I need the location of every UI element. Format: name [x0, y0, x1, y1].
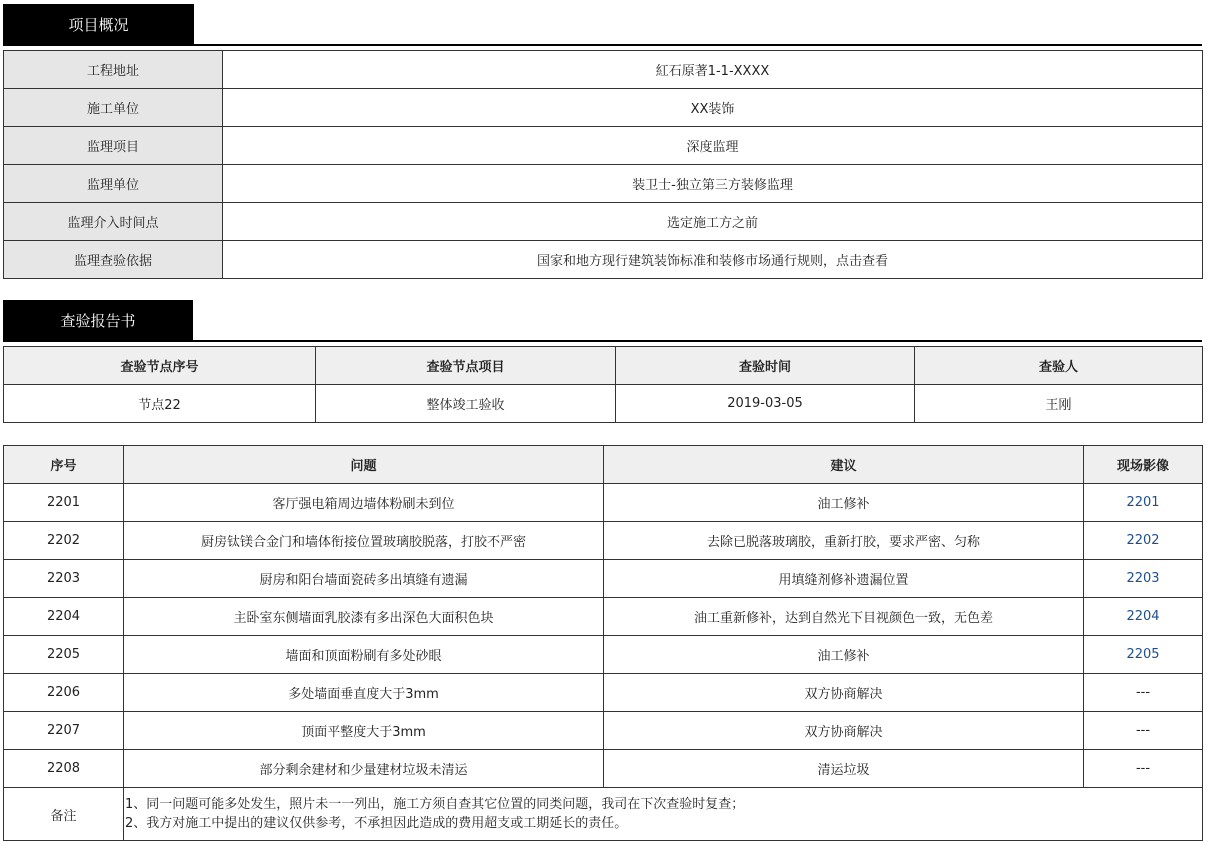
remark-line: 2、我方对施工中提出的建议仅供参考，不承担因此造成的费用超支或工期延长的责任。 — [125, 816, 628, 831]
issue-problem: 厨房钛镁合金门和墙体衔接位置玻璃胶脱落，打胶不严密 — [124, 522, 604, 560]
issues-col-no: 序号 — [4, 446, 124, 484]
table-row — [4, 636, 1203, 674]
site-image-link[interactable]: 2204 — [1084, 598, 1203, 636]
issues-col-image: 现场影像 — [1084, 446, 1203, 484]
issue-advice: 双方协商解决 — [604, 674, 1084, 712]
overview-value: 选定施工方之前 — [223, 203, 1203, 241]
issue-advice: 油工修补 — [604, 484, 1084, 522]
overview-row — [4, 165, 1203, 203]
overview-label: 监理单位 — [4, 165, 223, 203]
remark-line: 1、同一问题可能多处发生，照片未一一列出，施工方须自查其它位置的同类问题，我司在下次查验时复查； — [125, 797, 745, 812]
site-image-link[interactable]: 2205 — [1084, 636, 1203, 674]
issue-problem: 墙面和顶面粉刷有多处砂眼 — [124, 636, 604, 674]
report-header — [3, 300, 1202, 342]
overview-value: XX装饰 — [223, 89, 1203, 127]
issue-problem: 客厅强电箱周边墙体粉刷未到位 — [124, 484, 604, 522]
issue-no: 2207 — [4, 712, 124, 750]
overview-table — [3, 50, 1203, 279]
issue-advice: 油工重新修补，达到自然光下目视颜色一致，无色差 — [604, 598, 1084, 636]
site-image-link[interactable]: 2202 — [1084, 522, 1203, 560]
report-header-row — [4, 347, 1203, 385]
table-row — [4, 484, 1203, 522]
overview-label: 监理查验依据 — [4, 241, 223, 279]
overview-label: 施工单位 — [4, 89, 223, 127]
report-col-node-item: 查验节点项目 — [316, 347, 616, 385]
overview-label: 监理项目 — [4, 127, 223, 165]
issue-advice: 用填缝剂修补遗漏位置 — [604, 560, 1084, 598]
issue-advice: 油工修补 — [604, 636, 1084, 674]
overview-value: 紅石原著1-1-XXXX — [223, 51, 1203, 89]
report-col-date: 查验时间 — [616, 347, 915, 385]
issue-no: 2205 — [4, 636, 124, 674]
overview-title: 项目概况 — [3, 4, 194, 44]
table-row — [4, 750, 1203, 788]
site-image-link[interactable]: 2203 — [1084, 560, 1203, 598]
site-image-none: --- — [1084, 674, 1203, 712]
report-col-node-no: 查验节点序号 — [4, 347, 316, 385]
issues-col-problem: 问题 — [124, 446, 604, 484]
report-title: 查验报告书 — [3, 300, 193, 340]
inspection-basis-link[interactable]: 国家和地方现行建筑装饰标准和装修市场通行规则，点击查看 — [223, 241, 1203, 279]
inspector: 王刚 — [915, 385, 1203, 423]
table-row — [4, 522, 1203, 560]
overview-value: 深度监理 — [223, 127, 1203, 165]
remark-label: 备注 — [4, 788, 124, 841]
issue-problem: 部分剩余建材和少量建材垃圾未清运 — [124, 750, 604, 788]
overview-label: 工程地址 — [4, 51, 223, 89]
issue-no: 2206 — [4, 674, 124, 712]
overview-row — [4, 51, 1203, 89]
overview-header — [3, 4, 1202, 46]
node-item: 整体竣工验收 — [316, 385, 616, 423]
overview-row — [4, 89, 1203, 127]
issue-no: 2208 — [4, 750, 124, 788]
table-row — [4, 598, 1203, 636]
issue-problem: 多处墙面垂直度大于3mm — [124, 674, 604, 712]
issue-no: 2203 — [4, 560, 124, 598]
issue-problem: 厨房和阳台墙面瓷砖多出填缝有遗漏 — [124, 560, 604, 598]
site-image-link[interactable]: 2201 — [1084, 484, 1203, 522]
issue-problem: 主卧室东侧墙面乳胶漆有多出深色大面积色块 — [124, 598, 604, 636]
issue-advice: 双方协商解决 — [604, 712, 1084, 750]
node-no: 节点22 — [4, 385, 316, 423]
issue-advice: 去除已脱落玻璃胶，重新打胶，要求严密、匀称 — [604, 522, 1084, 560]
report-value-row — [4, 385, 1203, 423]
issue-no: 2202 — [4, 522, 124, 560]
issues-header-row — [4, 446, 1203, 484]
overview-label: 监理介入时间点 — [4, 203, 223, 241]
table-row — [4, 674, 1203, 712]
overview-row — [4, 203, 1203, 241]
table-row — [4, 712, 1203, 750]
site-image-none: --- — [1084, 712, 1203, 750]
report-table — [3, 346, 1203, 423]
overview-row — [4, 241, 1203, 279]
issues-col-advice: 建议 — [604, 446, 1084, 484]
issue-advice: 清运垃圾 — [604, 750, 1084, 788]
site-image-none: --- — [1084, 750, 1203, 788]
issue-no: 2201 — [4, 484, 124, 522]
overview-value: 装卫士-独立第三方装修监理 — [223, 165, 1203, 203]
issue-no: 2204 — [4, 598, 124, 636]
inspection-date: 2019-03-05 — [616, 385, 915, 423]
report-col-inspector: 查验人 — [915, 347, 1203, 385]
remark-text — [124, 788, 1203, 841]
issues-table — [3, 445, 1203, 841]
table-row — [4, 560, 1203, 598]
issue-problem: 顶面平整度大于3mm — [124, 712, 604, 750]
overview-row — [4, 127, 1203, 165]
remark-row — [4, 788, 1203, 841]
